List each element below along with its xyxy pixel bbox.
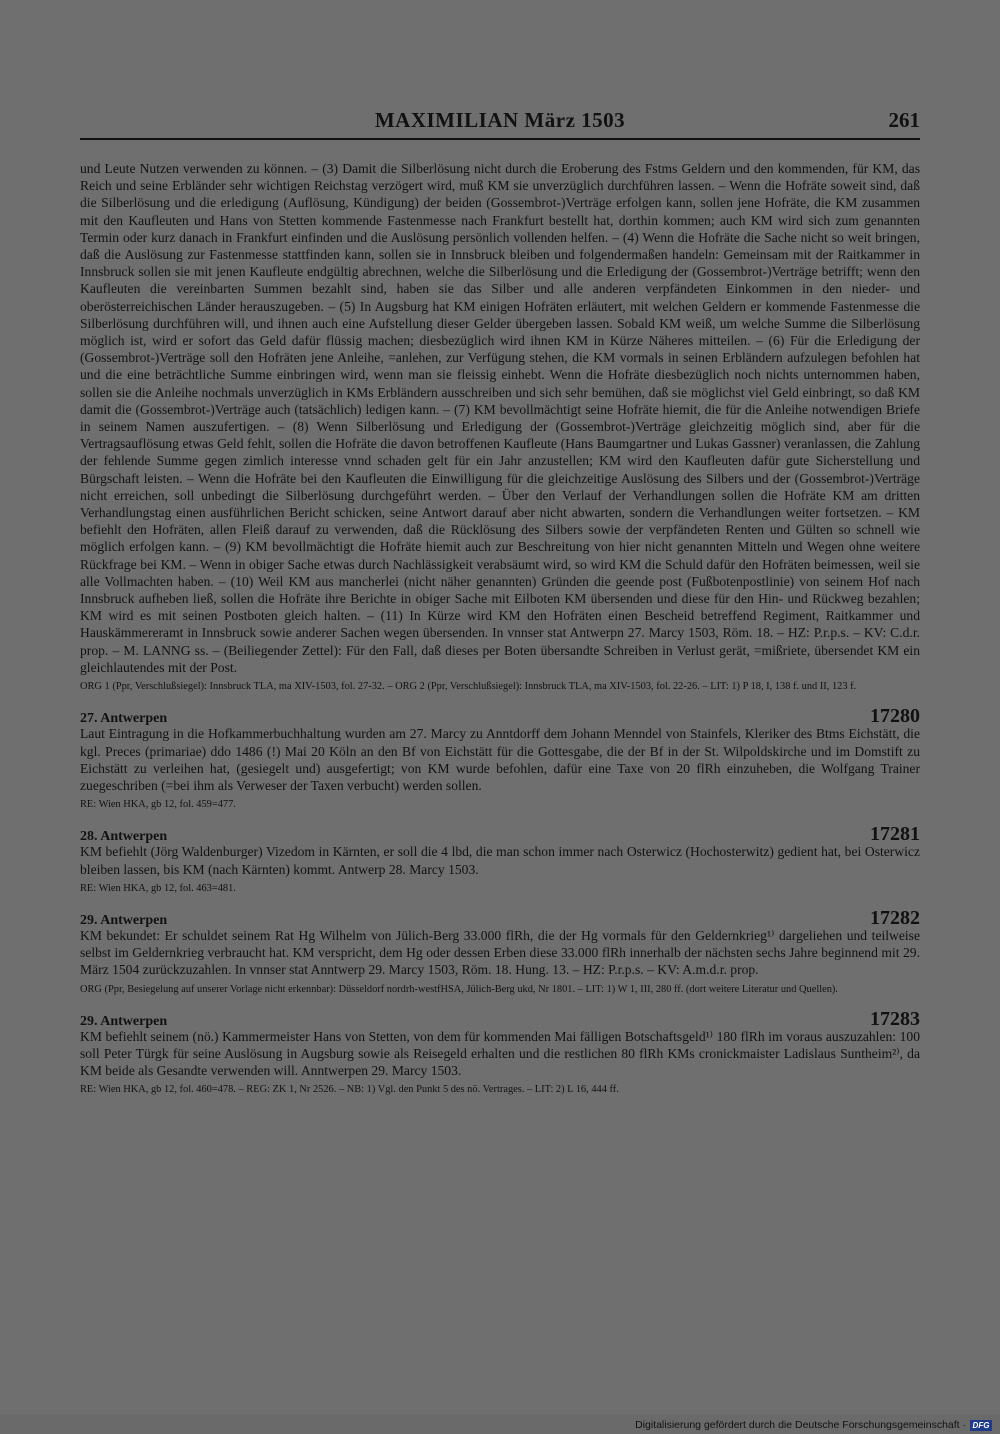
entry-date-place: 29. Antwerpen <box>80 1013 168 1029</box>
entry-number: 17282 <box>870 906 920 929</box>
entry-number: 17280 <box>870 705 920 728</box>
entry-text: KM bekundet: Er schuldet seinem Rat Hg Wilhelm von Jülich-Berg 33.000 flRh, die der Hg vormals für den Geldernkrieg¹⁾ dargeliehen und teilweise selbst im Geldernkrieg verbraucht hat. KM verspricht, dem Hg oder dessen Erben diese 33.000 flRh innerhalb der nächsten sechs Jahre beginnend mit 29. März 1504 zurückzuzahlen. In vnnser stat Anntwerp 29. Marcy 1503, Röm. 18. Hung. 13. – HZ: P.r.p.s. – KV: A.m.d.r. prop. <box>80 927 920 978</box>
entry-number: 17281 <box>870 823 920 846</box>
entry-17282 <box>80 907 920 996</box>
funding-footer <box>635 1418 992 1432</box>
entry-note: ORG (Ppr, Besiegelung auf unserer Vorlage nicht erkennbar): Düsseldorf nordrh-westfHSA, Jülich-Berg ukd, Nr 1801. – LIT: 1) W 1, III, 280 ff. (dort weitere Literatur und Quellen). <box>80 983 838 995</box>
entry-text: KM befiehlt seinem (nö.) Kammermeister Hans von Stetten, von dem für kommenden Mai fälligen Botschaftsgeld¹⁾ 180 flRh im voraus auszuzahlen: 100 soll Peter Türgk für seine Auslösung in Augsburg sowie als Reisegeld erhalten und die restlichen 80 flRh KMs cronickmaister Ladislaus Suntheim²⁾, da KM beide als Gesandte verwenden will. Anntwerpen 29. Marcy 1503. <box>80 1028 920 1079</box>
dfg-logo-icon: DFG <box>970 1420 992 1431</box>
entry-number: 17283 <box>870 1007 920 1030</box>
funding-text: Digitalisierung gefördert durch die Deutsche Forschungsgemeinschaft · <box>635 1419 966 1431</box>
entry-head <box>80 907 920 927</box>
intro-text: und Leute Nutzen verwenden zu können. – (3) Damit die Silberlösung nicht durch die Eroberung des Fstms Geldern und den kommenden, für KM, das Reich und seine Erbländer sehr wichtigen Reichstag verzögert wird, muß KM sie unverzüglich durchführen lassen. – Wenn die Hofräte soweit sind, daß die Silberlösung und die erledigung (Auflösung, Kündigung) der beiden (Gossembrot-)Verträge erfolgen kann, sollen jene Hofräte, die KM zusammen mit den Kaufleuten und Hans von Stetten kommende Fastenmesse nach Frankfurt bestellt hat, dorthin kommen; auch KM wird sich zum genannten Termin oder kurz danach in Frankfurt einfinden und die Auslösung persönlich vollenden helfen. – (4) Wenn die Hofräte die Sache nicht so weit bringen, daß die Auslösung zur Fastenmesse stattfinden kann, sollen sie in Innsbruck bleiben und folgendermaßen handeln: Gemeinsam mit der Raitkammer in Innsbruck sollen sie mit jenen Kaufleute endgültig abrechnen, welche die Silberlösung und die Erledigung der (Gossembrot-)Verträge betrifft; wenn den Kaufleuten die vereinbarten Summen bezahlt sind, haben sie das Silber und alle anderen verpfändeten Einkommen in den nieder- und oberösterreichischen Länder herauszugeben. – (5) In Augsburg hat KM einigen Hofräten erläutert, mit welchen Geldern er kommende Fastenmesse die Silberlösung durchführen will, und ihnen auch eine Aufstellung dieser Gelder übergeben lassen. Sobald KM weiß, um welche Summe die Silberlösung möglich ist, wird er sofort das Geld dafür flüssig machen; diesbezüglich wird ihnen KM in Kürze Näheres mitteilen. – (6) Für die Erledigung der (Gossembrot-)Verträge soll den Hofräten jene Anleihe, =anlehen, zur Verfügung stehen, die KM vormals in seinen Erbländern aufzulegen befohlen hat und die eine beträchtliche Summe einbringen wird, wenn man sie fleissig einhebt. Wenn die Hofräte diesbezüglich noch nichts unternommen haben, sollen sie die Anleihe nochmals unverzüglich in KMs Erbländern ausschreiben und sich sehr bemühen, daß sie möglichst viel Geld einbringt, so daß KM damit die (Gossembrot-)Verträge auch (tatsächlich) ledigen kann. – (7) KM bevollmächtigt seine Hofräte hiemit, die für die Anleihe notwendigen Briefe in seinem Namen auszufertigen. – (8) Wenn Silberlösung und Erledigung der (Gossembrot-)Verträge gleichzeitig möglich sind, aber für die Vertragsauflösung etwas Geld fehlt, sollen die Hofräte die davon betroffenen Kaufleute (Hans Baumgartner und Lukas Gassner) veranlassen, die Zahlung der fehlende Summe gegen zimlich interesse vnnd schaden gelt für ein Jahr anzustellen; KM wird den Kaufleuten dafür gute Sicherstellung und Bürgschaft leisten. – Wenn die Hofräte bei den Kaufleuten die Einwilligung für die gleichzeitige Auslösung des Silbers und der (Gossembrot-)Verträge nicht erreichen, soll unbedingt die Silberlösung durchgeführt werden. – Über den Verlauf der Verhandlungen sollen die Hofräte KM am dritten Verhandlungstag einen ausführlichen Bericht schicken, seine Antwort darauf aber nicht abwarten, sondern die Verhandlungen weiter fortsetzen. – KM befiehlt den Hofräten, allen Fleiß darauf zu verwenden, daß die Rücklösung des Silbers sowie der verpfändeten Renten und Gülten so schnell wie möglich erfolgen kann. – (9) KM bevollmächtigt die Hofräte hiemit auch zur Beschreitung von hier nicht genannten Mitteln und Wegen ohne weitere Rückfrage bei KM. – Wenn in obiger Sache etwas durch Nachlässigkeit verabsäumt wird, so wird KM die Schuld dafür den Hofräten beimessen, weil sie alle Vollmachten haben. – (10) Weil KM aus mancherlei (nicht näher genannten) Gründen die geende post (Fußbotenpostlinie) von seinem Hof nach Innsbruck aufheben ließ, sollen die Hofräte ihre Berichte in obiger Sache mit Eilboten KM übersenden und diese für den Hin- und Rückweg bezahlen; KM wird es mit seinen Postboten gleich halten. – (11) In Kürze wird KM den Hofräten einen Bescheid betreffend Regiment, Raitkammer und Hauskämmereramt in Innsbruck sowie anderer Sachen wegen übersenden. In vnnser stat Antwerpn 27. Marcy 1503, Röm. 18. – HZ: P.r.p.s. – KV: C.d.r. prop. – M. LANNG ss. – (Beiliegender Zettel): Für den Fall, daß dieses per Boten übersandte Schreiben in Verlust gerät, =mißriete, übersendet KM ein gleichlautendes mit der Post. <box>80 161 920 675</box>
entry-date-place: 27. Antwerpen <box>80 711 168 727</box>
entry-text: Laut Eintragung in die Hofkammerbuchhaltung wurden am 27. Marcy zu Anntdorff dem Johann Menndel von Stainfels, Kleriker des Btms Eichstätt, die kgl. Preces (primariae) ddo 1486 (!) Mai 20 Köln an den Bf von Eichstätt für die Gottesgabe, die der Bf in der St. Wilpoldskirche und im Domstift zu Eichstätt zu verleihen hat, (gesiegelt und) ausgefertigt; von KM wurde befohlen, dafür eine Taxe von 20 flRh einzuheben, die Wolfgang Trainer zuegeschriben (=bei ihm als Verweser der Taxen verbucht) werden sollen. <box>80 726 920 793</box>
entry-17280 <box>80 705 920 811</box>
page-number: 261 <box>888 108 920 132</box>
entry-17281 <box>80 823 920 895</box>
entry-head <box>80 705 920 728</box>
page-header <box>80 108 920 140</box>
entry-note: RE: Wien HKA, gb 12, fol. 459=477. <box>80 799 236 811</box>
page-content <box>80 160 920 1097</box>
entry-note: RE: Wien HKA, gb 12, fol. 460=478. – REG: ZK 1, Nr 2526. – NB: 1) Vgl. den Punkt 5 des nö. Vertrages. – LIT: 2) L 16, 444 ff. <box>80 1084 619 1096</box>
entry-note: RE: Wien HKA, gb 12, fol. 463=481. <box>80 882 236 894</box>
entry-head <box>80 1008 920 1028</box>
intro-note: ORG 1 (Ppr, Verschlußsiegel): Innsbruck TLA, ma XIV-1503, fol. 27-32. – ORG 2 (Ppr, Verschlußsiegel): Innsbruck TLA, ma XIV-1503, fol. 22-26. – LIT: 1) P 18, I, 138 f. und II, 123 f. <box>80 681 857 693</box>
entry-17283 <box>80 1008 920 1097</box>
entry-text: KM befiehlt (Jörg Waldenburger) Vizedom in Kärnten, er soll die 4 lbd, die man schon immer nach Osterwicz (Hochosterwitz) gedient hat, bei Osterwicz bleiben lassen, bis KM (nach Kärnten) kommt. Antwerp 28. Marcy 1503. <box>80 844 920 877</box>
entry-head <box>80 823 920 846</box>
running-title: MAXIMILIAN März 1503 <box>374 108 626 132</box>
entry-date-place: 29. Antwerpen <box>80 912 168 928</box>
entry-date-place: 28. Antwerpen <box>80 829 168 845</box>
